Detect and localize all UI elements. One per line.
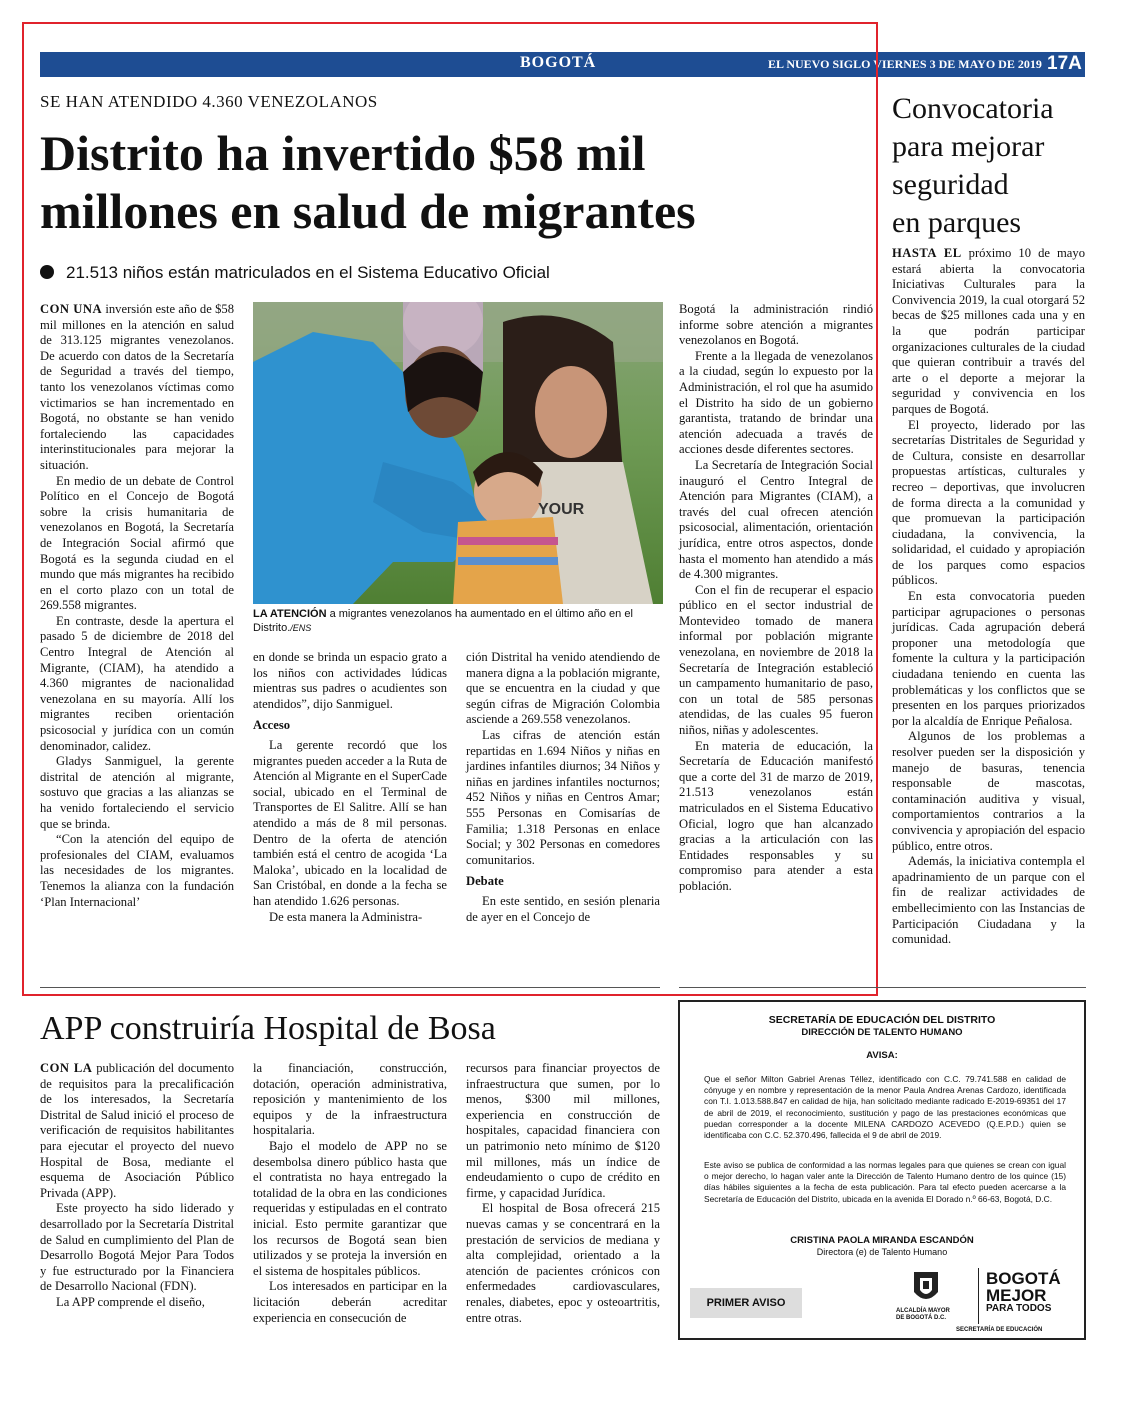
notice-avisa: AVISA:: [866, 1050, 898, 1061]
paragraph: El proyecto, liderado por las secretarías Distritales de Seguridad y de Cultura, consiste en desarrollar propuestas artísticas, culturales y recreo – deportivas, que involucren de forma directa a la comunidad y que promuevan la participación ciudadana, la convivencia, la solidaridad, el cuidado y apropiación de los parques como espacios públicos.: [892, 417, 1085, 588]
legal-notice: [678, 1000, 1086, 1340]
page-number: 17A: [1047, 53, 1082, 74]
paragraph: en donde se brinda un espacio grato a los niños con actividades lúdicas mientras sus padres o acudientes son atendidos”, dijo Sanmiguel.: [253, 650, 447, 711]
photo-credit: /ENS: [290, 623, 312, 633]
headline-line-1: Distrito ha invertido $58 mil: [40, 125, 646, 181]
paragraph: Algunos de los problemas a resolver pueden ser la disposición y manejo de basuras, tenencia responsable de mascotas, contaminación auditiva y visual, comportamientos contrarios a la convivencia y apropiación del espacio público, entre otros.: [892, 729, 1085, 853]
paragraph: recursos para financiar proyectos de infraestructura que sumen, por lo menos, $300 mil millones, experiencia en construcción de hospitales, capacidad financiera con un patrimonio neto mínimo de $120 mil millones, más un índice de endeudamiento o cupo de crédito en firme, y capacidad Jurídica.: [466, 1061, 660, 1200]
paragraph: En esta convocatoria pueden participar agrupaciones o personas jurídicas. Cada agrupación deberá proponer una metodología que fomente la cultura y la participación ciudadana teniendo en cuenta las problemáticas y los conflictos que se presenten en los parques priorizados por la alcaldía de Enrique Peñalosa.: [892, 589, 1085, 728]
paragraph: Las cifras de atención están repartidas en 1.694 Niños y niñas en jardines infantiles diurnos; 34 Niños y niñas en jardines infantiles nocturnos; 452 Niños y niñas en Centros Amar; 555 Personas en Comisarías de Familia; 1.318 Personas en enlace Social; y 302 Personas en comedores comunitarios.: [466, 727, 660, 867]
logo-dept: SECRETARÍA DE EDUCACIÓN: [956, 1327, 1043, 1333]
headline-line-2: millones en salud de migrantes: [40, 183, 696, 239]
paragraph-text: inversión este año de $58 mil millones en la atención en salud de 313.125 migrantes venezolanos. De acuerdo con datos de la Secretaría de Seguridad a través del tiempo, tanto los venezolanos víctimas como victimarios se han incrementado en Bogotá, no obstante se han venido fortaleciendo las capacidades interinstitucionales para mejorar la situación.: [40, 302, 234, 472]
app-article-column-1: [40, 1061, 234, 1311]
paragraph-text: publicación del documento de requisitos para la precalificación de los interesados, la Secretaría Distrital de Salud inició el proceso de verificación de requisitos habilitantes para ejecutar el proyecto del nuevo Hospital de Bosa, mediante el esquema de Asociación Público Privada (APP).: [40, 1061, 234, 1200]
paragraph: [40, 1061, 234, 1201]
sidebar-headline: [892, 90, 1092, 242]
divider: [40, 987, 660, 988]
app-article-column-2: [253, 1061, 447, 1326]
app-article-column-3: [466, 1061, 660, 1326]
paragraph: [892, 246, 1085, 418]
paragraph: En este sentido, en sesión plenaria de ayer en el Concejo de: [466, 893, 660, 924]
lead-in: HASTA EL: [892, 246, 962, 260]
paragraph: Este proyecto ha sido liderado y desarrollado por la Secretaría Distrital de Salud en cumplimiento del Plan de Desarrollo Bogotá Mejor Para Todos y fue estructurado por la Financiera de Desarrollo Nacional (FDN).: [40, 1201, 234, 1294]
logo-divider: [978, 1268, 979, 1324]
paper-dateline: EL NUEVO SIGLO VIERNES 3 DE MAYO DE 2019: [768, 57, 1042, 71]
paragraph: El hospital de Bosa ofrecerá 215 nuevas camas y se concentrará en la prestación de servicios de mediana y alta complejidad, orientado a la atención de pacientes crónicos con enfermedades cardiovasculares, renales, diabetes, epoc y osteoartritis, entre otras.: [466, 1201, 660, 1325]
caption-lead: LA ATENCIÓN: [253, 608, 327, 620]
paragraph-text: próximo 10 de mayo estará abierta la convocatoria Iniciativas Culturales para la Convivencia 2019, la cual otorgará 52 becas de $25 millones cada una y en la que podrán participar organizaciones culturales de la ciudad que quieran contribuir a través del arte o el deporte a mejorar la seguridad y convivencia en los parques de Bogotá.: [892, 246, 1085, 416]
lead-in: CON LA: [40, 1061, 93, 1075]
paragraph: La APP comprende el diseño,: [56, 1294, 205, 1309]
paragraph: Además, la iniciativa contempla el apadrinamiento de un parque con el fin de realizar actividades de embellecimiento con las Instancias de Participación Ciudadana y la comunidad.: [892, 854, 1085, 947]
shirt-text: YOUR: [538, 501, 585, 518]
paragraph: Con el fin de recuperar el espacio público en el sector industrial de Montevideo tomado de manera informal por población migrante venezolana, en noviembre de 2018 la Secretaría de Integración estableció un campamento humanitario de paso, con un total de 585 personas atendidas, de las cuales 95 fueron niños, niñas y adolescentes.: [679, 582, 873, 738]
subtitle-acceso: Acceso: [253, 718, 291, 733]
logo-mejor: MEJOR: [986, 1286, 1047, 1305]
caption-text: a migrantes venezolanos ha aumentado en el último año en el Distrito.: [253, 608, 633, 634]
alcaldia-label-2: DE BOGOTÁ D.C.: [896, 1315, 947, 1321]
article-kicker: SE HAN ATENDIDO 4.360 VENEZOLANOS: [40, 92, 378, 111]
paragraph: De esta manera la Administra-: [269, 909, 423, 924]
notice-body-2: Este aviso se publica de conformidad a las normas legales para que quienes se crean con igual o mejor derecho, lo hagan valer ante la Dirección de Talento Humano dentro de los quince (15) días hábiles siguientes a la fecha de esta publicación. Para tal efecto pueden acercarse a la Secretaría de Educación del Distrito, ubicada en la avenida El Dorado n.º 66-63, Bogotá, D.C.: [704, 1160, 1066, 1204]
notice-dept: DIRECCIÓN DE TALENTO HUMANO: [801, 1027, 963, 1038]
sidebar-headline-line: para mejorar: [892, 130, 1045, 163]
app-article-headline: APP construiría Hospital de Bosa: [40, 1010, 496, 1047]
notice-signer: CRISTINA PAOLA MIRANDA ESCANDÓN: [790, 1235, 974, 1246]
paragraph: En medio de un debate de Control Político en el Concejo de Bogotá sobre la crisis humanitaria de venezolanos en Bogotá, la Secretaría de Integración Social afirmó que Bogotá es la segunda ciudad en el mundo que más migrantes ha recibido en el corto plazo con un total de 269.558 migrantes.: [40, 473, 234, 613]
sidebar-headline-line: en parques: [892, 206, 1022, 239]
notice-org: SECRETARÍA DE EDUCACIÓN DEL DISTRITO: [768, 1014, 996, 1026]
logo-para-todos: PARA TODOS: [986, 1303, 1052, 1314]
paragraph: la financiación, construcción, dotación, operación administrativa, reposición y mantenimiento de los equipos y de la infraestructura hospitalaria.: [253, 1061, 447, 1138]
paragraph: La Secretaría de Integración Social inauguró el Centro Integral de Atención para Migrantes (CIAM), a través del cual ofrecen atención psicosocial, alimentación, orientación jurídica, entre otros aspectos, donde hasta el momento han atendido a más de 4.300 migrantes.: [679, 457, 873, 582]
paragraph: Bogotá la administración rindió informe sobre atención a migrantes venezolanos en Bogotá.: [679, 302, 873, 348]
paragraph: “Con la atención del equipo de profesionales del CIAM, evaluamos las necesidades de los migrantes. Tenemos la alianza con la fundación ‘Plan Internacional’: [40, 832, 234, 909]
logo-bogota: BOGOTÁ: [986, 1269, 1061, 1288]
subtitle-debate: Debate: [466, 874, 504, 889]
notice-signer-title: Directora (e) de Talento Humano: [816, 1247, 948, 1257]
section-label: BOGOTÁ: [520, 54, 597, 71]
paragraph: La gerente recordó que los migrantes pueden acceder a la Ruta de Atención al Migrante en el SuperCade social, ubicado en el Terminal de Transportes de El Salitre. Allí se han atendido a más de 8 mil personas. Dentro de la oferta de atención también está el centro de acogida ‘La Maloka’, ubicado en la localidad de San Cristóbal, en donde a la fecha se han atendido 1.626 personas.: [253, 737, 447, 908]
sidebar-headline-line: seguridad: [892, 168, 1009, 201]
sidebar-column: [892, 246, 1085, 948]
paragraph: ción Distrital ha venido atendiendo de manera digna a la población migrante, que se encuentra en la ciudad y que según cifras de Migración Colombia asciende a 269.558 venezolanos.: [466, 650, 660, 727]
notice-body-1: Que el señor Milton Gabriel Arenas Téllez, identificado con C.C. 79.741.588 en calidad de cónyuge y en nombre y representación de la menor Paula Andrea Arenas Cardozo, identificada con T.I. 1.013.588.847 en calidad de hija, han solicitado mediante radicado E-2019-69351 del 17 de abril de 2019, el reconocimiento, sustitución y pago de las prestaciones económicas que puedan corresponder a la docente MILENA CARDOZO ACEVEDO (Q.E.P.D.) quien se identificaba con C.C. 52.370.496, fallecida el 9 de abril de 2019.: [704, 1074, 1066, 1141]
paragraph: En materia de educación, la Secretaría de Educación manifestó que a corte del 31 de marzo de 2019, 21.513 venezolanos están matriculados en el Sistema Educativo Oficial, logro que han alcanzado gracias a la articulación con las Entidades responsables y su compromiso para atender a esta población.: [679, 738, 873, 893]
alcaldia-label-1: ALCALDÍA MAYOR: [896, 1308, 950, 1314]
paragraph: En contraste, desde la apertura el pasado 5 de diciembre de 2018 del Centro Integral de Atención al Migrante, (CIAM), ha atendido a 4.360 migrantes de nacionalidad venezolana en su mayoría. Allí los migrantes reciben orientación psicosocial y jurídica con un común denominador, calidez.: [40, 613, 234, 753]
paragraph: Gladys Sanmiguel, la gerente distrital de atención al migrante, sostuvo que gracias a las alianzas se ha venido fortaleciendo el servicio que se brinda.: [40, 754, 234, 831]
paragraph: Bajo el modelo de APP no se desembolsa dinero público hasta que el contratista no haya entregado la totalidad de la obra en las condiciones requeridas y estipuladas en el contrato inicial. Esto permite garantizar que los recursos de Bogotá sean bien utilizados y se proteja la inversión en el sistema de hospitales públicos.: [253, 1138, 447, 1278]
lead-in: CON UNA: [40, 302, 103, 316]
paragraph: Frente a la llegada de venezolanos a la ciudad, según lo expuesto por la Administración, el rol que ha asumido el Distrito ha sido de un gobierno garantista, tratando de brindar una atención adecuada a través de acciones desde diferentes sectores.: [679, 348, 873, 457]
paragraph: Los interesados en participar en la licitación deberán acreditar experiencia en consecución de: [253, 1279, 447, 1325]
first-notice-badge: PRIMER AVISO: [690, 1288, 802, 1318]
highlight-box: [22, 22, 878, 996]
divider: [679, 987, 1086, 988]
coat-of-arms-icon: [906, 1268, 946, 1308]
subhead-text: 21.513 niños están matriculados en el Sistema Educativo Oficial: [66, 263, 550, 282]
sidebar-headline-line: Convocatoria: [892, 92, 1054, 125]
